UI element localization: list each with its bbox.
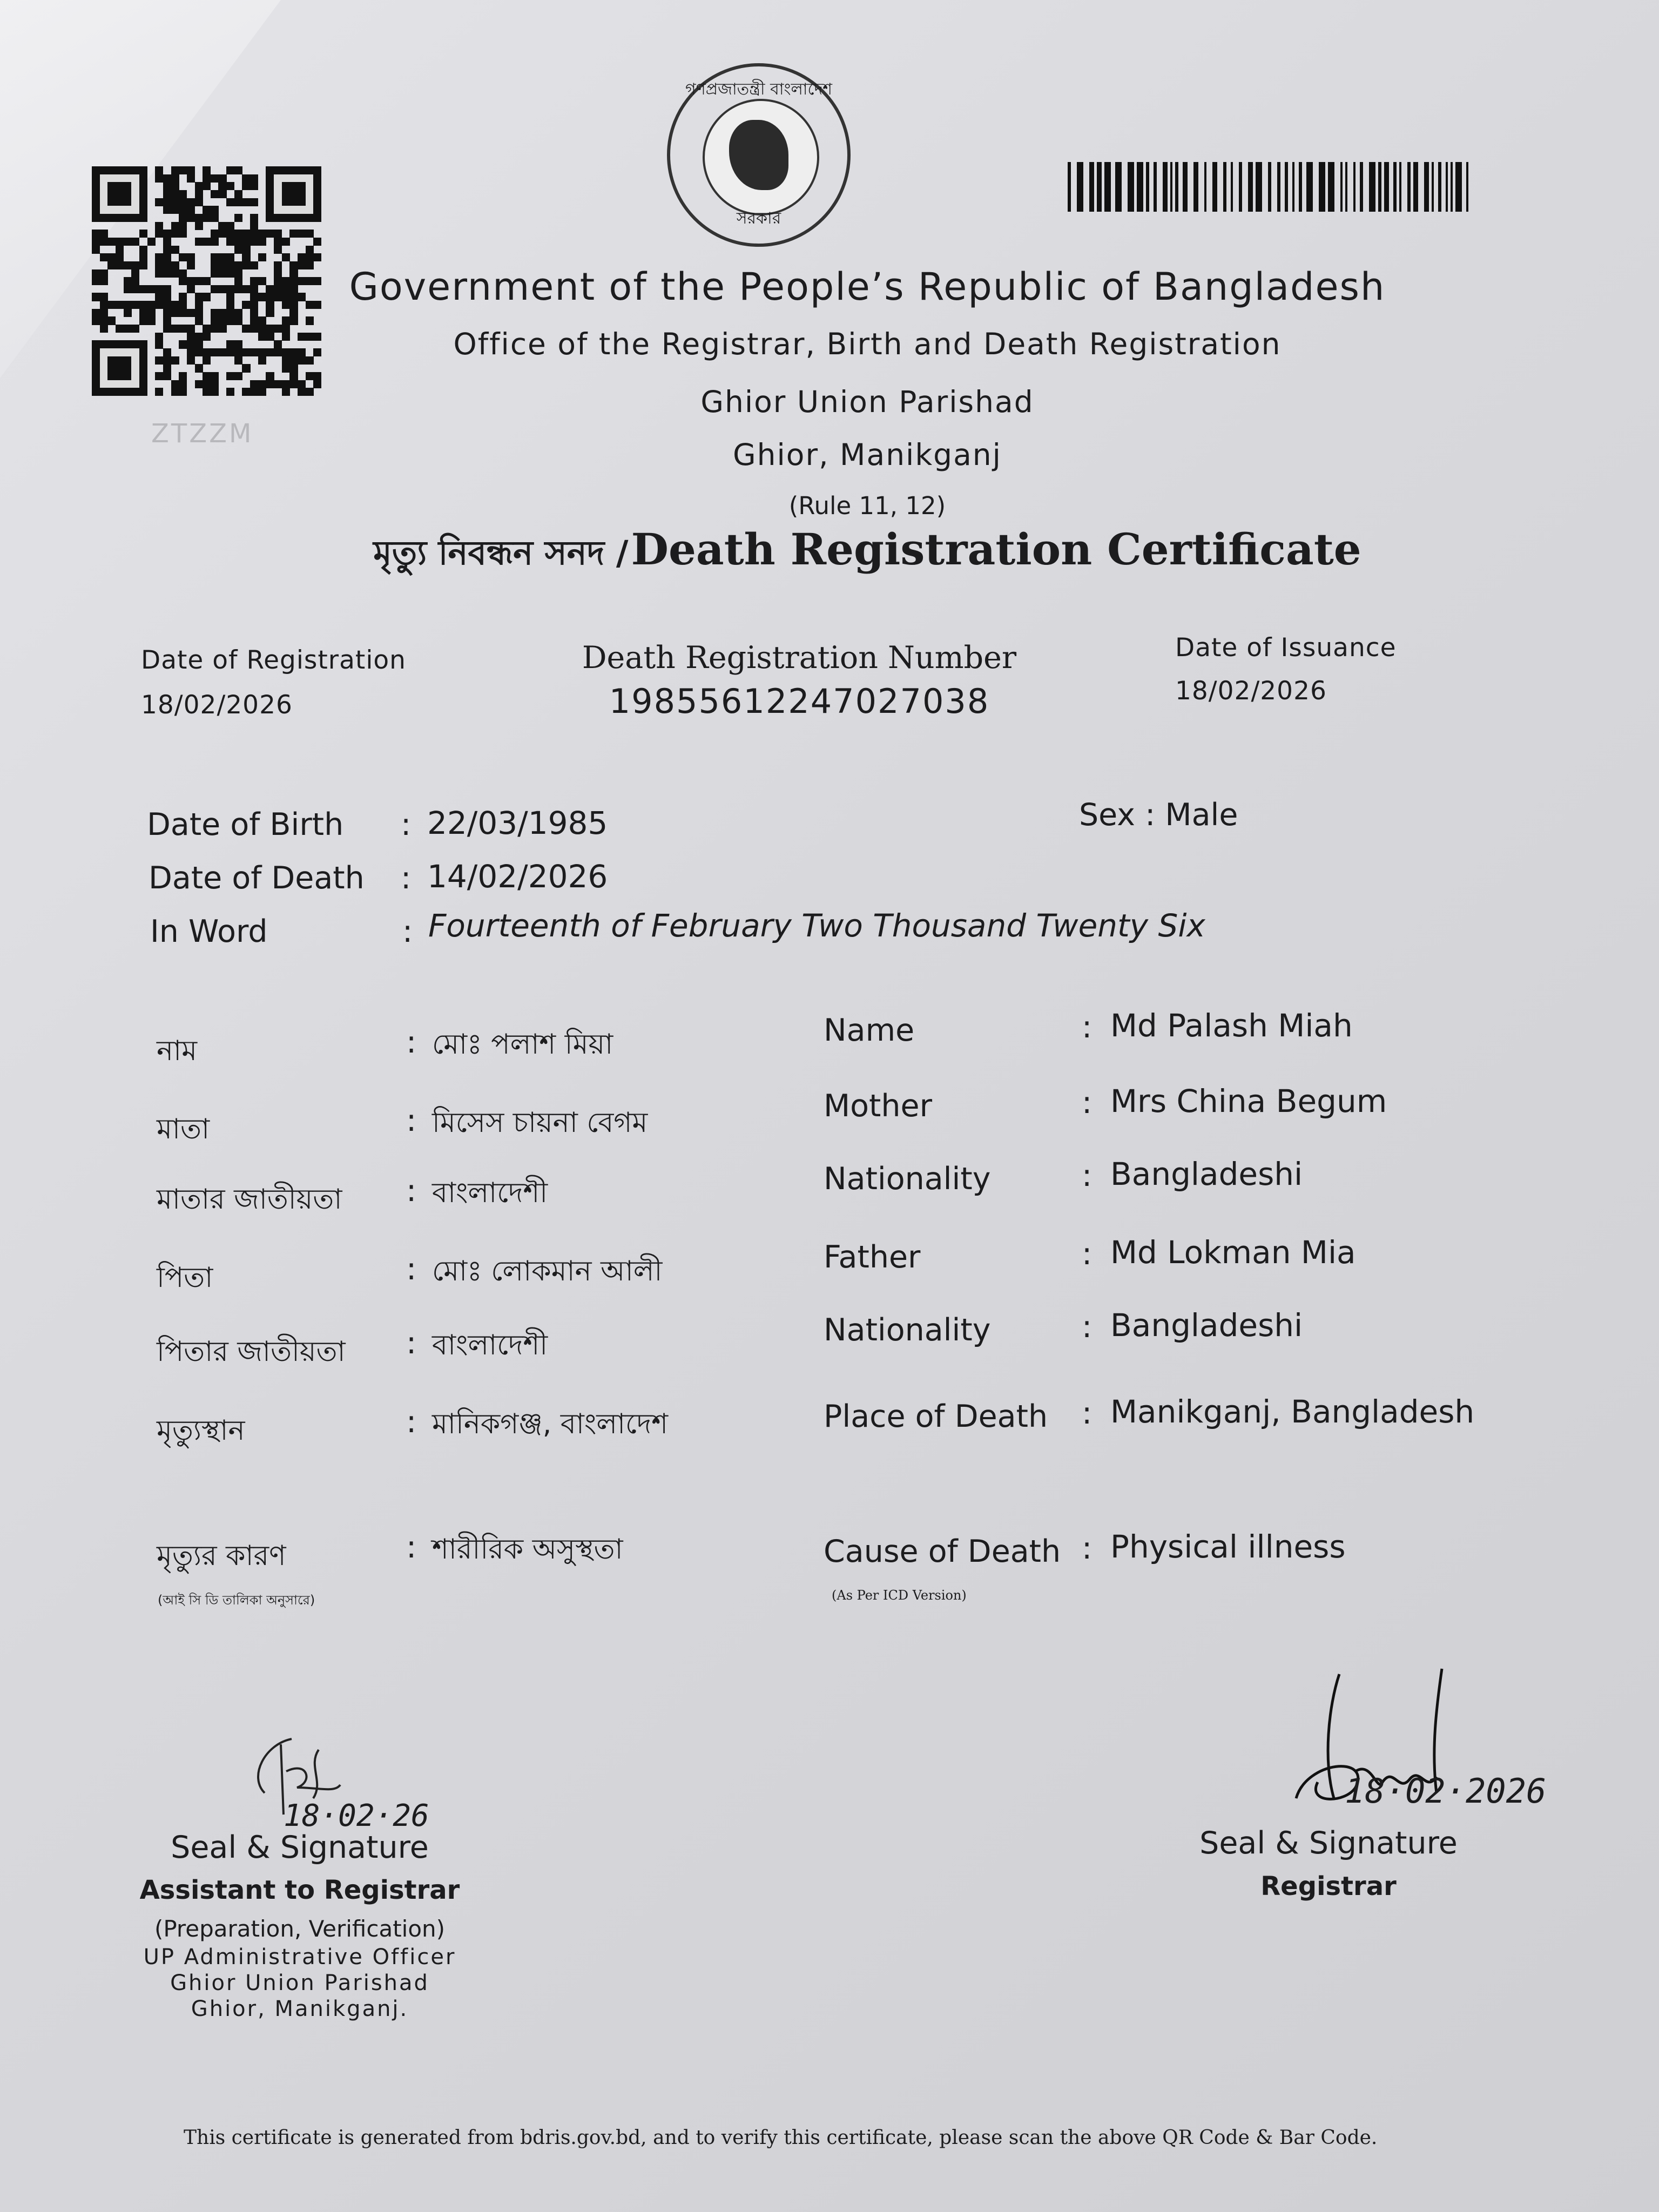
seal-bottom-text: সরকার	[736, 209, 781, 228]
colon: :	[1082, 1395, 1092, 1431]
en-row-value: Md Lokman Mia	[1110, 1234, 1356, 1271]
bn-row-value: বাংলাদেশী	[432, 1329, 548, 1361]
location-heading: Ghior, Manikganj	[733, 437, 1002, 472]
assistant-role: Assistant to Registrar	[139, 1875, 460, 1905]
government-seal	[667, 63, 851, 247]
sex-field: Sex : Male	[1079, 797, 1238, 833]
bn-row-value: মোঃ লোকমান আলী	[432, 1255, 663, 1287]
colon: :	[1082, 1158, 1092, 1193]
date-of-issuance-value: 18/02/2026	[1175, 676, 1327, 706]
date-of-birth-label: Date of Birth	[147, 807, 344, 842]
en-row-label: Nationality	[824, 1312, 991, 1348]
bangladesh-map-emblem	[703, 99, 819, 215]
registration-number-label: Death Registration Number	[582, 640, 1017, 676]
en-row-value: Physical illness	[1110, 1528, 1346, 1565]
in-word-label: In Word	[150, 914, 268, 949]
colon: :	[402, 914, 413, 949]
date-of-issuance-label: Date of Issuance	[1175, 633, 1397, 663]
assistant-seal-label: Seal & Signature	[171, 1830, 429, 1865]
colon: :	[406, 1103, 417, 1138]
en-row-label: Name	[824, 1013, 915, 1048]
qr-caption: ZTZZM	[151, 419, 254, 449]
bn-row-label: পিতার জাতীয়তা	[157, 1336, 346, 1368]
colon: :	[1082, 1530, 1092, 1566]
barcode	[1068, 162, 1471, 212]
colon: :	[1082, 1309, 1092, 1345]
stamp-line: Ghior, Manikganj.	[191, 1997, 409, 2021]
bn-row-label: নাম	[157, 1035, 197, 1067]
colon: :	[401, 860, 412, 896]
date-of-registration-value: 18/02/2026	[141, 690, 293, 720]
en-row-value: Manikganj, Bangladesh	[1110, 1393, 1475, 1430]
en-row-value: Bangladeshi	[1110, 1307, 1303, 1344]
bn-row-label: মাতার জাতীয়তা	[157, 1183, 342, 1216]
date-of-birth-value: 22/03/1985	[427, 805, 608, 841]
colon: :	[401, 807, 412, 842]
registrar-seal-label: Seal & Signature	[1199, 1825, 1458, 1861]
en-row-value: Bangladeshi	[1110, 1156, 1303, 1192]
government-heading: Government of the People’s Republic of Bangladesh	[349, 265, 1386, 309]
union-heading: Ghior Union Parishad	[700, 385, 1034, 419]
in-word-value: Fourteenth of February Two Thousand Twenty Six	[428, 907, 1205, 944]
bn-row-value: শারীরিক অসুস্থতা	[432, 1533, 623, 1566]
assistant-role-note: (Preparation, Verification)	[154, 1916, 446, 1942]
en-row-label: Father	[824, 1239, 921, 1275]
en-row-label: Cause of Death	[824, 1534, 1061, 1569]
bn-row-value: মানিকগঞ্জ, বাংলাদেশ	[432, 1408, 669, 1440]
bn-row-label: পিতা	[157, 1262, 213, 1294]
colon: :	[406, 1325, 417, 1361]
rule-text: (Rule 11, 12)	[788, 491, 946, 520]
colon: :	[1082, 1009, 1092, 1045]
bn-cause-note: (আই সি ডি তালিকা অনুসারে)	[158, 1593, 315, 1608]
colon: :	[1082, 1236, 1092, 1272]
colon: :	[406, 1529, 417, 1565]
registrar-sign-date: 18·02·2026	[1345, 1771, 1547, 1811]
colon: :	[406, 1251, 417, 1287]
registration-number-value: 19855612247027038	[609, 682, 990, 721]
date-of-death-value: 14/02/2026	[427, 858, 608, 895]
title-english: Death Registration Certificate	[631, 524, 1361, 575]
bn-row-label: মৃত্যুস্থান	[157, 1414, 245, 1447]
bn-row-value: মোঃ পলাশ মিয়া	[432, 1028, 613, 1061]
stamp-line: UP Administrative Officer	[143, 1945, 456, 1970]
bn-row-label: মাতা	[157, 1113, 210, 1145]
registrar-role: Registrar	[1260, 1871, 1397, 1901]
date-of-registration-label: Date of Registration	[141, 645, 406, 675]
en-cause-note: (As Per ICD Version)	[832, 1588, 967, 1603]
title-bengali: মৃত্যু নিবন্ধন সনদ /	[373, 533, 629, 572]
colon: :	[406, 1404, 417, 1440]
colon: :	[1082, 1085, 1092, 1121]
colon: :	[406, 1173, 417, 1209]
bn-row-label: মৃত্যুর কারণ	[157, 1540, 286, 1572]
bn-row-value: বাংলাদেশী	[432, 1177, 548, 1209]
assistant-stamp	[108, 1944, 491, 2022]
en-row-label: Mother	[824, 1088, 933, 1124]
en-row-label: Place of Death	[824, 1399, 1048, 1434]
footer-note: This certificate is generated from bdris.gov.bd, and to verify this certificate, please scan the above QR Code & Bar Code.	[184, 2127, 1378, 2149]
seal-top-text: গণপ্রজাতন্ত্রী বাংলাদেশ	[685, 80, 833, 99]
assistant-sign-date: 18·02·26	[284, 1798, 429, 1833]
en-row-value: Mrs China Begum	[1110, 1083, 1387, 1120]
office-heading: Office of the Registrar, Birth and Death Registration	[453, 327, 1282, 361]
certificate-title	[97, 524, 1637, 583]
en-row-value: Md Palash Miah	[1110, 1007, 1353, 1044]
bn-row-value: মিসেস চায়না বেগম	[432, 1107, 648, 1139]
date-of-death-label: Date of Death	[149, 860, 365, 896]
en-row-label: Nationality	[824, 1161, 991, 1197]
colon: :	[406, 1024, 417, 1060]
stamp-line: Ghior Union Parishad	[170, 1971, 429, 1995]
